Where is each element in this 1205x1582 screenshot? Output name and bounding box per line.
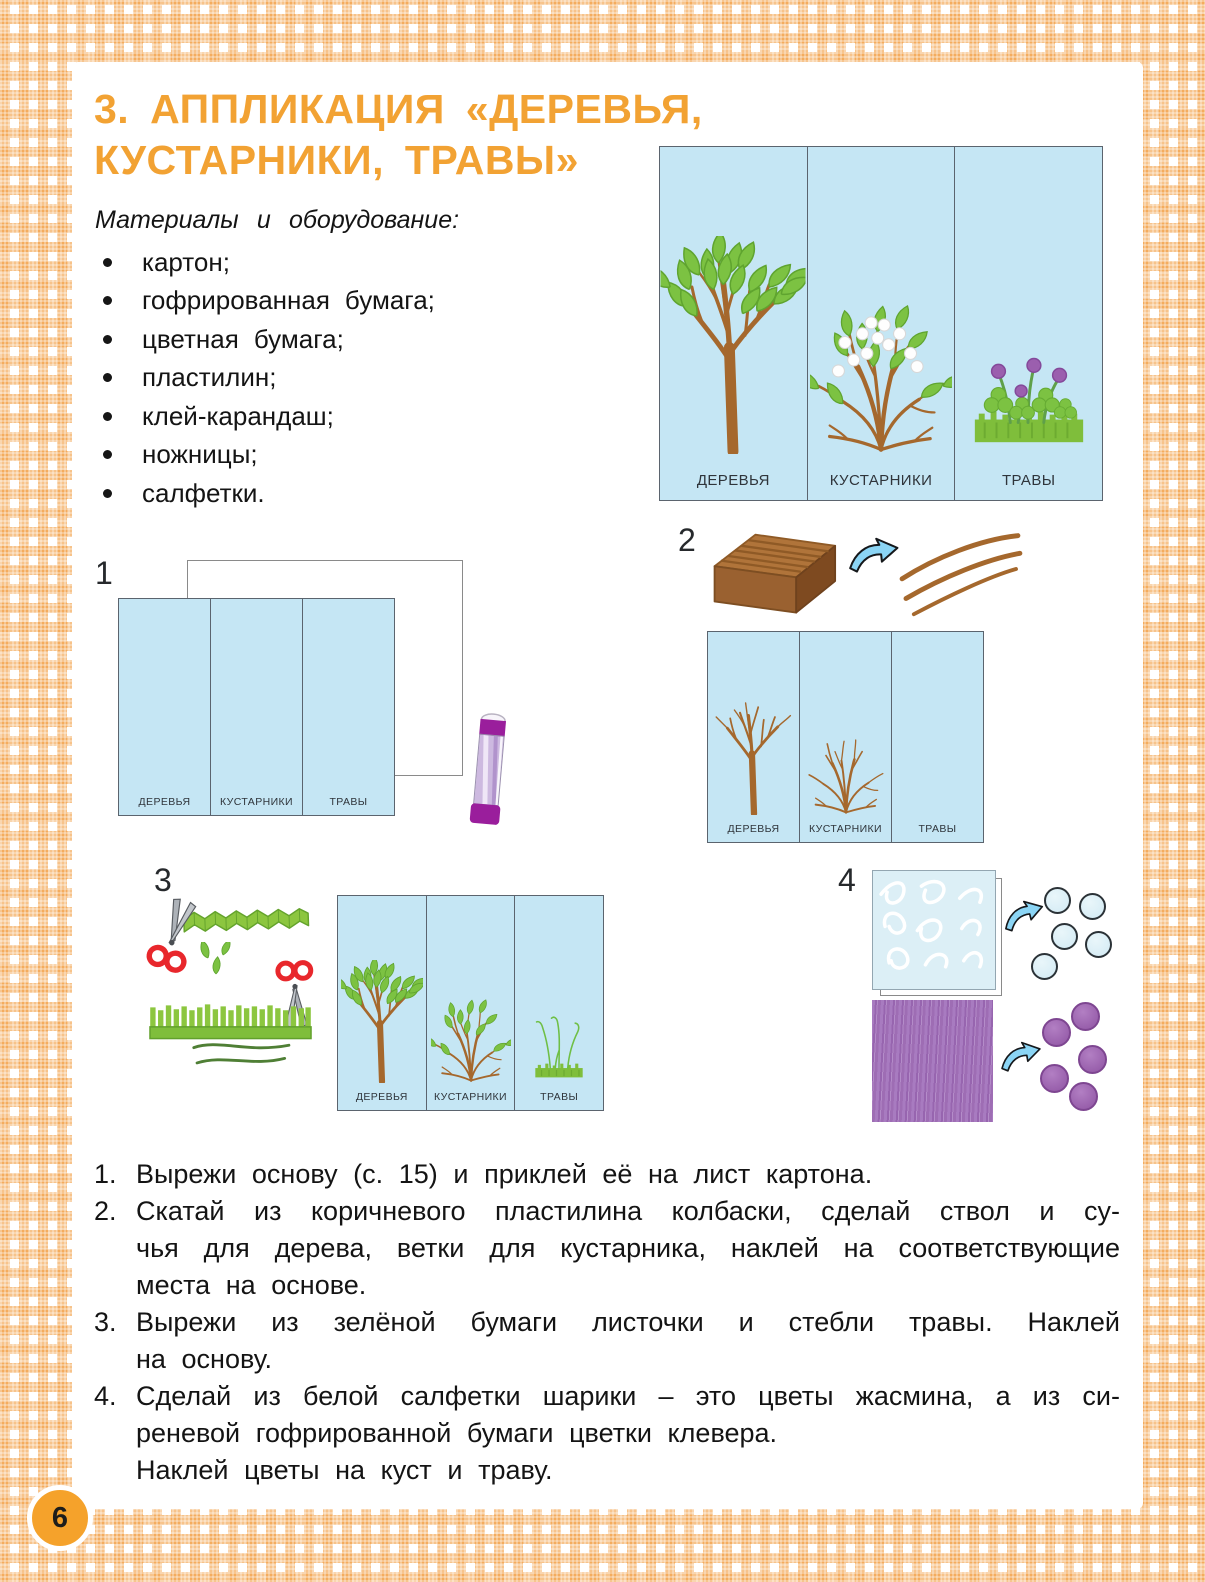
grass-fringe-strip-icon [149,1002,313,1040]
napkin-ball-icon [1079,893,1106,920]
materials-heading: Материалы и оборудование: [95,206,460,234]
instruction-number: 3. [94,1307,117,1337]
panel-grasses [515,896,603,1110]
material-label: клей-карандаш; [142,400,334,431]
bush-flowering-illustration [810,290,952,454]
step-2-number: 2 [678,522,696,558]
panel-label-grasses: ТРАВЫ [329,796,368,808]
panel-label-grasses: ТРАВЫ [1001,472,1056,489]
instruction-text: Наклей цветы на куст и траву. [136,1455,553,1485]
instruction-text: Вырежи из зелёной бумаги листочки и стебли травы. Наклей [136,1307,1120,1337]
list-item [95,436,635,475]
panel-label-shrubs: КУСТАРНИКИ [219,796,293,808]
instruction-item [94,1304,1120,1378]
bullet-icon [103,373,112,382]
crepe-ball-icon [1078,1045,1107,1074]
instruction-item [94,1378,1120,1489]
material-label: салфетки. [142,477,265,508]
napkin-ball-icon [1085,931,1112,958]
napkin-ball-icon [1051,923,1078,950]
page-title-line1: 3. АППЛИКАЦИЯ «ДЕРЕВЬЯ, [94,86,703,132]
bullet-icon [103,258,112,267]
materials-list [95,243,635,513]
list-item [95,282,635,321]
white-napkin-icon [872,870,996,990]
crepe-ball-icon [1040,1064,1069,1093]
template-step2 [707,631,984,843]
instruction-item [94,1193,1120,1304]
panel-label-grasses: ТРАВЫ [918,823,957,835]
material-label: картон; [142,246,230,277]
grass-sprouts-illustration [522,1002,597,1083]
bullet-icon [103,412,112,421]
crepe-ball-icon [1071,1002,1100,1031]
instruction-text: чья для дерева, ветки для кустарника, наклей на соответствующие [136,1233,1120,1263]
crepe-ball-icon [1069,1082,1098,1111]
napkin-ball-icon [1031,953,1058,980]
instruction-number: 4. [94,1381,117,1411]
instruction-number: 1. [94,1159,117,1189]
panel-label-trees: ДЕРЕВЬЯ [696,472,770,489]
template-step3 [337,895,604,1111]
plasticine-brick-icon [703,518,843,620]
material-label: ножницы; [142,439,258,470]
panel-label-shrubs: КУСТАРНИКИ [829,472,933,489]
panel-label-trees: ДЕРЕВЬЯ [138,796,191,808]
panel-trees [708,632,800,842]
instruction-text: Скатай из коричневого пластилина колбаски, сделай ствол и су- [136,1196,1120,1226]
step-1-number: 1 [95,555,113,591]
page-title [94,84,703,186]
crepe-ball-icon [1042,1018,1071,1047]
instruction-item [94,1156,1120,1193]
panel-label-grasses: ТРАВЫ [540,1091,579,1103]
panel-label-trees: ДЕРЕВЬЯ [355,1091,408,1103]
material-label: гофрированная бумага; [142,285,435,316]
step-3-number: 3 [154,862,172,898]
tree-leafy-illustration [341,960,423,1083]
step-4-number: 4 [838,862,856,898]
material-label: цветная бумага; [142,323,344,354]
list-item [95,243,635,282]
material-label: пластилин; [142,362,277,393]
page-number-badge [27,1485,93,1551]
instructions-list [94,1156,1120,1489]
list-item [95,359,635,398]
template-main [659,146,1103,501]
panel-label-trees: ДЕРЕВЬЯ [727,823,780,835]
instruction-text: места на основе. [136,1270,367,1300]
panel-shrubs [800,632,892,842]
panel-label-shrubs: КУСТАРНИКИ [808,823,882,835]
page-title-line2: КУСТАРНИКИ, ТРАВЫ» [94,137,579,183]
crepe-paper-icon [872,1000,993,1122]
bullet-icon [103,296,112,305]
panel-shrubs [808,147,956,500]
bush-leafy-illustration [431,991,511,1083]
list-item [95,397,635,436]
tree-bare-illustration [712,689,796,815]
panel-grasses [892,632,983,842]
bullet-icon [103,450,112,459]
bullet-icon [103,335,112,344]
panel-trees [338,896,427,1110]
panel-trees [119,599,211,815]
bullet-icon [103,489,112,498]
tree-leafy-illustration [661,236,806,454]
panel-shrubs [427,896,516,1110]
instruction-text: реневой гофрированной бумаги цветки клевера. [136,1418,778,1448]
page-number: 6 [51,1501,69,1534]
panel-grasses [955,147,1102,500]
plasticine-rolls-icon [896,516,1024,624]
list-item [95,474,635,513]
instruction-number: 2. [94,1196,117,1226]
bush-bare-illustration [804,718,888,815]
panel-grasses [303,599,394,815]
instruction-text: Вырежи основу (с. 15) и приклей её на лист картона. [136,1159,873,1189]
list-item [95,320,635,359]
instruction-text: Сделай из белой салфетки шарики – это цветы жасмина, а из си- [136,1381,1120,1411]
clover-illustration [965,326,1093,454]
paper-stems-icon [187,1034,296,1076]
panel-label-shrubs: КУСТАРНИКИ [434,1091,508,1103]
panel-shrubs [211,599,303,815]
panel-trees [660,147,808,500]
napkin-texture [873,871,994,988]
falling-leaves-icon [198,942,238,982]
template-step1 [118,598,395,816]
instruction-text: на основу. [136,1344,273,1374]
napkin-ball-icon [1044,887,1071,914]
